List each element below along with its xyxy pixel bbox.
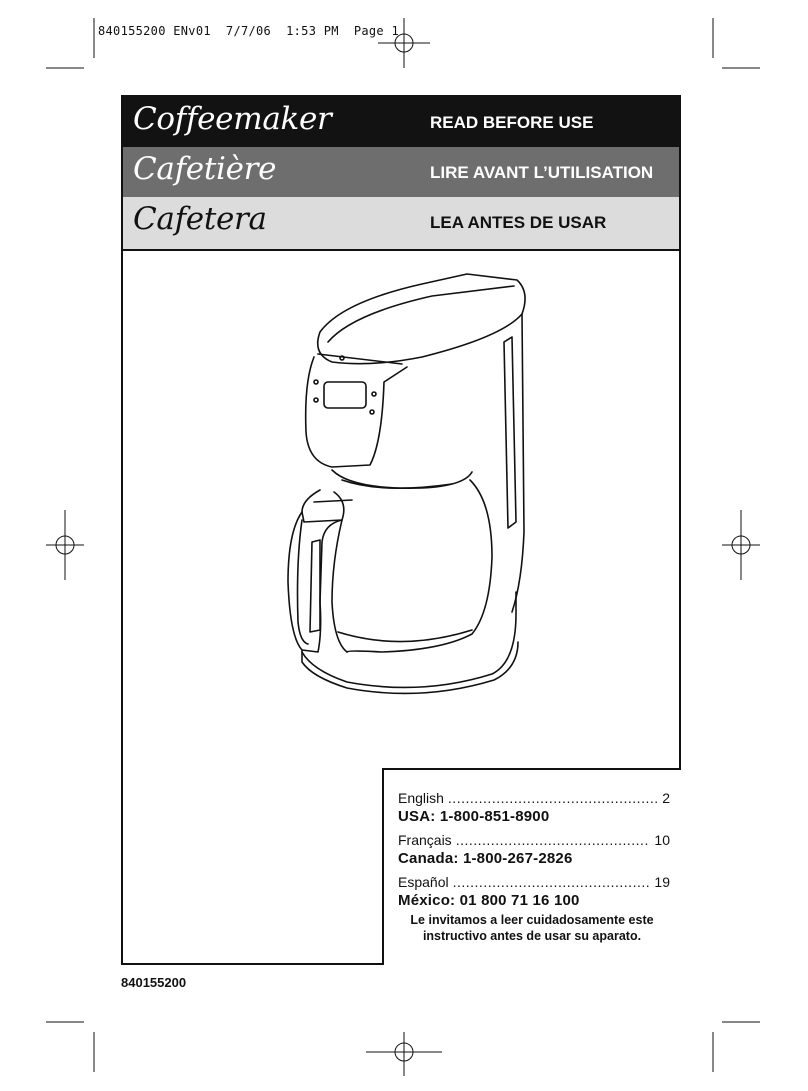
registration-mark-bottom xyxy=(366,1032,442,1076)
toc-page: 10 xyxy=(654,832,670,848)
cover-frame xyxy=(121,95,681,965)
toc-row-spanish xyxy=(398,874,670,890)
title-french: Cafetière xyxy=(133,151,277,187)
toc-leader xyxy=(453,874,651,890)
phone-mexico: México: 01 800 71 16 100 xyxy=(398,892,580,909)
invitation-note xyxy=(394,912,670,944)
invitation-line-2: instructivo antes de usar su aparato. xyxy=(422,929,642,943)
toc-page: 2 xyxy=(662,790,670,806)
phone-canada: Canada: 1-800-267-2826 xyxy=(398,850,573,867)
title-spanish: Cafetera xyxy=(133,201,267,237)
title-english: Coffeemaker xyxy=(133,101,332,137)
toc-leader xyxy=(448,790,658,806)
toc-language: English xyxy=(398,790,444,806)
toc-row-english xyxy=(398,790,670,806)
toc-language: Español xyxy=(398,874,449,890)
print-slug-line: 840155200 ENv01 7/7/06 1:53 PM Page 1 xyxy=(98,24,399,38)
toc-leader xyxy=(456,832,651,848)
model-code: 840155200 xyxy=(121,975,187,990)
registration-mark-left xyxy=(46,510,84,580)
registration-mark-top xyxy=(378,18,430,68)
read-notice-french: LIRE AVANT L’UTILISATION xyxy=(430,163,654,182)
registration-mark-right xyxy=(722,510,760,580)
toc-page: 19 xyxy=(654,874,670,890)
toc-language: Français xyxy=(398,832,452,848)
read-notice-english: READ BEFORE USE xyxy=(430,113,594,132)
invitation-line-1: Le invitamos a leer cuidadosamente este xyxy=(410,913,654,927)
contents-box xyxy=(382,768,681,965)
toc-row-french xyxy=(398,832,670,848)
phone-usa: USA: 1-800-851-8900 xyxy=(398,808,550,825)
read-notice-spanish: LEA ANTES DE USAR xyxy=(430,213,607,232)
